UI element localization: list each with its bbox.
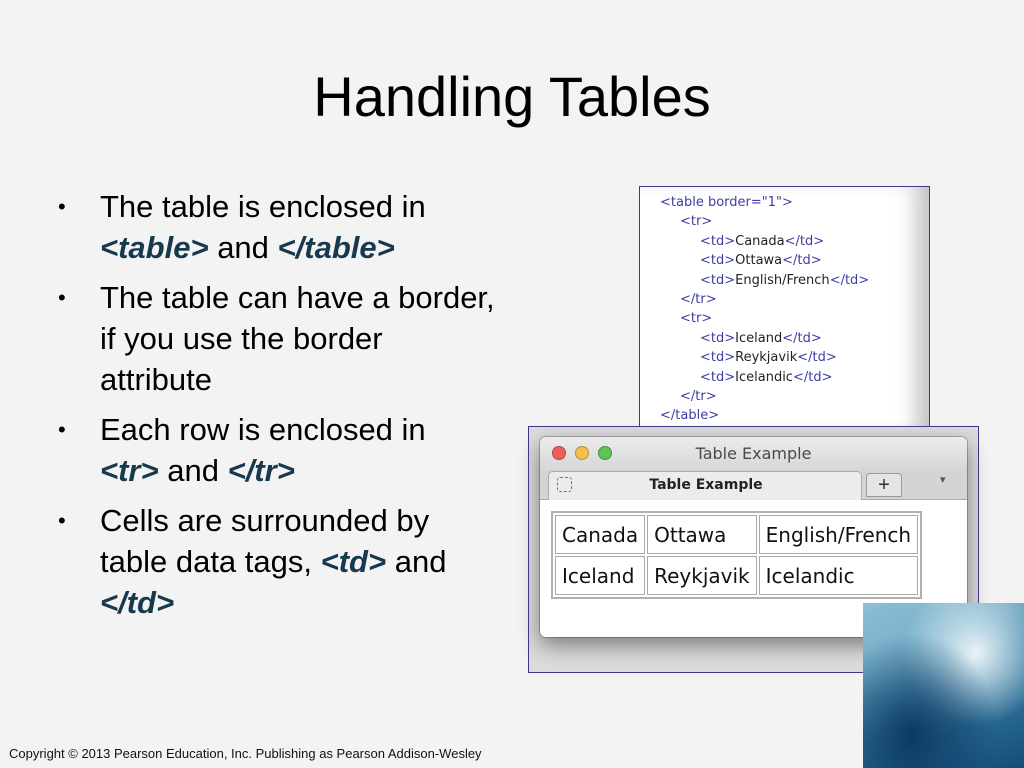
slide-title: Handling Tables: [313, 65, 711, 128]
table-cell: Iceland: [555, 556, 645, 595]
code-line: [640, 406, 929, 425]
code-tag: <td>: [700, 233, 736, 249]
code-line: [640, 251, 929, 270]
code-line: [640, 368, 929, 387]
chevron-down-icon[interactable]: ▾: [940, 474, 946, 486]
bullet-item: [58, 500, 498, 623]
code-tag: </td>: [797, 350, 837, 366]
bullet-text: The table can have a border, if you use the border attribute: [100, 280, 495, 397]
window-titlebar: [540, 437, 967, 471]
tag-td-close: </td>: [100, 585, 175, 620]
tag-table-close: </table>: [277, 230, 395, 265]
code-tag: </td>: [784, 233, 825, 249]
bullet-text: Cells are surrounded by table data tags,: [100, 503, 430, 579]
tag-tr-open: <tr>: [100, 453, 159, 488]
code-tag: </td>: [792, 369, 833, 385]
html-code-panel: [639, 186, 930, 436]
code-text: Reykjavik: [735, 350, 798, 366]
window-title: Table Example: [695, 444, 812, 463]
bullet-conjunction: and: [394, 544, 447, 579]
bullet-dot: •: [58, 285, 66, 310]
bullet-dot: •: [58, 508, 66, 533]
code-tag: </td>: [782, 253, 822, 269]
code-tag: <td>: [700, 330, 736, 346]
code-tag: <td>: [700, 369, 736, 385]
bullet-text: The table is enclosed in: [100, 189, 426, 224]
tab-strip: [540, 471, 967, 500]
code-tag: <tr>: [680, 214, 713, 230]
table-row: [555, 556, 918, 595]
code-tag: </table>: [660, 408, 720, 424]
code-tag: </tr>: [680, 389, 717, 405]
table-cell: Ottawa: [647, 515, 757, 554]
bullet-conjunction: and: [167, 453, 219, 488]
code-text: Iceland: [735, 330, 783, 346]
code-tag: <td>: [700, 272, 736, 288]
code-tag: </td>: [782, 330, 822, 346]
bullet-text: Each row is enclosed in: [100, 412, 426, 447]
tag-td-open: <td>: [320, 544, 387, 579]
code-line: [640, 271, 929, 290]
code-tag: <table border="1">: [660, 195, 793, 210]
wave-image: [863, 603, 1024, 768]
table-cell: English/French: [759, 515, 918, 554]
copyright-footer: Copyright © 2013 Pearson Education, Inc. Publishing as Pearson Addison-Wesley: [9, 746, 482, 761]
code-line: [640, 193, 929, 212]
code-text: English/French: [735, 272, 830, 288]
code-text: Ottawa: [735, 253, 783, 269]
code-line: [640, 387, 929, 406]
code-tag: </td>: [829, 272, 870, 288]
code-tag: <td>: [700, 350, 736, 366]
tab-table-example[interactable]: [548, 471, 862, 500]
tab-label: Table Example: [649, 477, 763, 493]
code-tag: </tr>: [680, 292, 717, 308]
bullet-item: [58, 277, 498, 400]
tag-table-open: <table>: [100, 230, 209, 265]
bullet-conjunction: and: [217, 230, 269, 265]
code-tag: <td>: [700, 253, 736, 269]
new-tab-button[interactable]: +: [866, 473, 902, 497]
bullet-item: [58, 409, 498, 491]
table-cell: Canada: [555, 515, 645, 554]
table-row: [555, 515, 918, 554]
bullet-dot: •: [58, 194, 66, 219]
code-line: [640, 290, 929, 309]
code-line: [640, 309, 929, 328]
table-cell: Reykjavik: [647, 556, 757, 595]
code-line: [640, 329, 929, 348]
code-line: [640, 348, 929, 367]
bullet-item: [58, 186, 498, 268]
code-tag: <tr>: [680, 311, 713, 327]
table-cell: Icelandic: [759, 556, 918, 595]
code-text: Canada: [735, 233, 785, 249]
rendered-table: [551, 511, 922, 599]
tag-tr-close: </tr>: [227, 453, 295, 488]
bullet-list: [58, 186, 498, 632]
bullet-dot: •: [58, 417, 66, 442]
code-line: [640, 212, 929, 231]
code-text: Icelandic: [735, 369, 793, 385]
code-line: [640, 232, 929, 251]
